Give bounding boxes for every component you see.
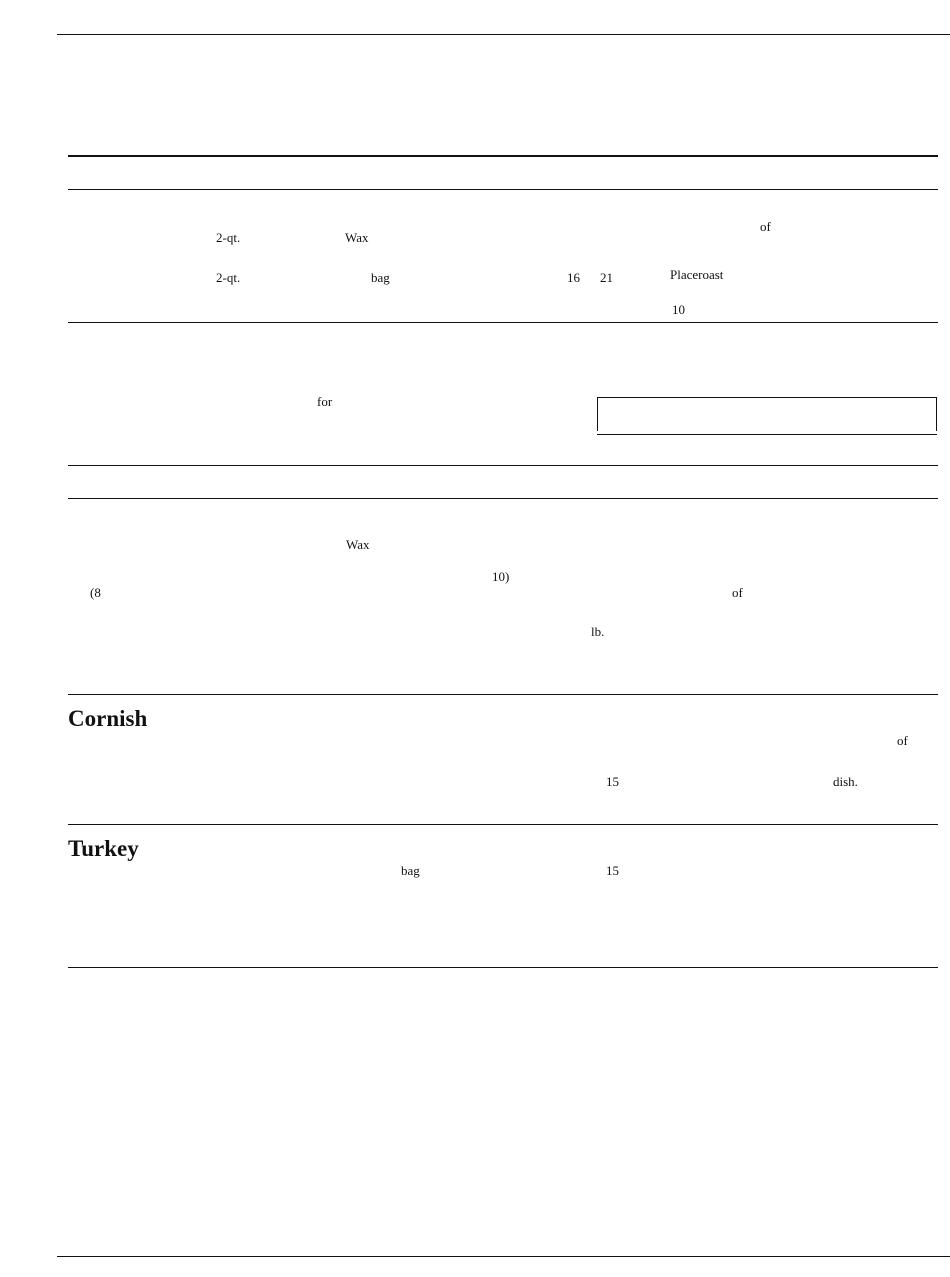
- text-wax-a: Wax: [345, 230, 369, 245]
- text-10-a: 10: [672, 302, 685, 317]
- text-cornish-of: of: [897, 733, 908, 748]
- top-page-rule: [57, 34, 950, 35]
- cornish-heading: Cornish: [68, 706, 148, 731]
- text-paren-8: (8: [90, 585, 101, 600]
- section-divider-4: [68, 694, 938, 695]
- section-divider-2: [68, 465, 938, 466]
- section-divider-5: [68, 824, 938, 825]
- text-cornish-15: 15: [606, 774, 619, 789]
- text-turkey-15: 15: [606, 863, 619, 878]
- text-wax-b: Wax: [346, 537, 370, 552]
- text-2qt-b: 2-qt.: [216, 270, 241, 285]
- text-of-b: of: [732, 585, 743, 600]
- bottom-page-rule: [57, 1256, 950, 1257]
- section-divider-6: [68, 967, 938, 968]
- section-divider-3: [68, 498, 938, 499]
- turkey-heading: Turkey: [68, 836, 139, 861]
- text-for: for: [317, 394, 333, 409]
- text-10-b: 10): [492, 569, 510, 584]
- note-box: [597, 397, 937, 431]
- text-of-a: of: [760, 219, 771, 234]
- text-cornish-dish: dish.: [833, 774, 858, 789]
- text-lb: lb.: [591, 624, 605, 639]
- section-divider-1: [68, 322, 938, 323]
- header-bottom-rule: [68, 189, 938, 190]
- text-16: 16: [567, 270, 580, 285]
- text-turkey-bag: bag: [401, 863, 420, 878]
- text-21: 21: [600, 270, 613, 285]
- table-top-rule: [68, 155, 938, 157]
- text-bag-a: bag: [371, 270, 390, 285]
- text-2qt-a: 2-qt.: [216, 230, 241, 245]
- note-box-bottom-rule: [597, 434, 937, 435]
- text-placeroast: Placeroast: [670, 267, 724, 282]
